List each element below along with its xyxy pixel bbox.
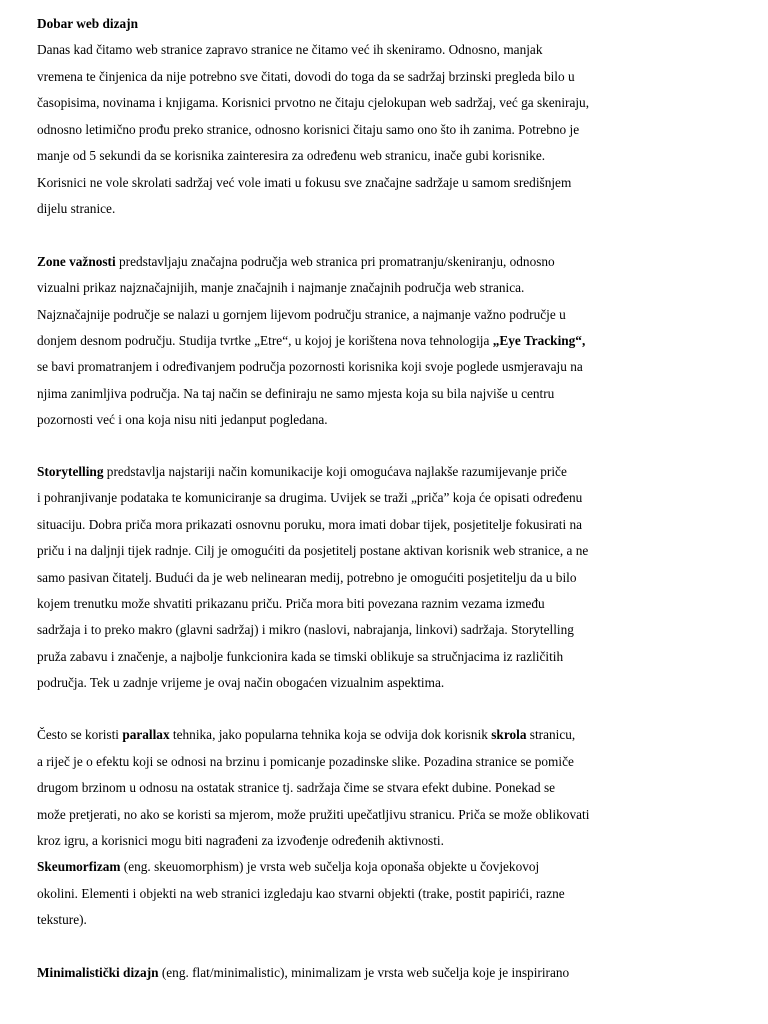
term-parallax: parallax bbox=[122, 727, 170, 742]
text-line: dijelu stranice. bbox=[37, 201, 116, 216]
text-line: Skeumorfizam (eng. skeuomorphism) je vrsta web sučelja koja oponaša objekte u čovjekovoj bbox=[37, 859, 540, 874]
text-line: Minimalistički dizajn (eng. flat/minimalistic), minimalizam je vrsta web sučelja koje je inspirirano bbox=[37, 965, 570, 980]
text-line: drugom brzinom u odnosu na ostatak stranice tj. sadržaja čime se stvara efekt dubine. Ponekad se bbox=[37, 780, 556, 795]
text-line: Često se koristi parallax tehnika, jako popularna tehnika koja se odvija dok korisnik skrola stranicu, bbox=[37, 727, 576, 742]
text-line: Zone važnosti predstavljaju značajna područja web stranica pri promatranju/skeniranju, odnosno bbox=[37, 254, 555, 269]
text-line: okolini. Elementi i objekti na web stranici izgledaju kao stvarni objekti (trake, postit papirići, razne bbox=[37, 886, 565, 901]
text-line: vremena te činjenica da nije potrebno sve čitati, dovodi do toga da se sadržaj brzinski pregleda bilo u bbox=[37, 69, 575, 84]
text-line: Korisnici ne vole skrolati sadržaj već vole imati u fokusu sve značajne sadržaje u samom središnjem bbox=[37, 175, 572, 190]
text-line: donjem desnom području. Studija tvrtke „Etre“, u kojoj je korištena nova tehnologija „Eye Tracking“, bbox=[37, 333, 586, 348]
text-line: se bavi promatranjem i određivanjem područja pozornosti korisnika koji svoje poglede usmjeravaju na bbox=[37, 359, 583, 374]
text-line: odnosno letimično prođu preko stranice, odnosno korisnici čitaju samo ono što ih zanima. Potrebno je bbox=[37, 122, 580, 137]
text-line: sadržaja i to preko makro (glavni sadržaj) i mikro (naslovi, nabrajanja, linkovi) sadržaja. Storytelling bbox=[37, 622, 574, 637]
term-skeumorfizam: Skeumorfizam bbox=[37, 859, 121, 874]
term-minimalisticki-dizajn: Minimalistički dizajn bbox=[37, 965, 159, 980]
text-line: kroz igru, a korisnici mogu biti nagrađeni za izvođenje određenih aktivnosti. bbox=[37, 833, 444, 848]
text-line: vizualni prikaz najznačajnijih, manje značajnih i najmanje značajnih područja web stranica. bbox=[37, 280, 525, 295]
text-line: priču i na daljnji tijek radnje. Cilj je omogućiti da posjetitelj postane aktivan korisnik web stranice, a ne bbox=[37, 543, 589, 558]
term-skrola: skrola bbox=[491, 727, 527, 742]
text-line: Danas kad čitamo web stranice zapravo stranice ne čitamo već ih skeniramo. Odnosno, manjak bbox=[37, 42, 543, 57]
text-line: može pretjerati, no ako se koristi sa mjerom, može pružiti upečatljivu stranicu. Priča se može oblikovati bbox=[37, 807, 590, 822]
text-line: Storytelling predstavlja najstariji način komunikacije koji omogućava najlakše razumijevanje priče bbox=[37, 464, 567, 479]
text-line: situaciju. Dobra priča mora prikazati osnovnu poruku, mora imati dobar tijek, posjetitelje fokusirati na bbox=[37, 517, 583, 532]
text-line: područja. Tek u zadnje vrijeme je ovaj način obogaćen vizualnim aspektima. bbox=[37, 675, 445, 690]
term-storytelling: Storytelling bbox=[37, 464, 104, 479]
text-line: pruža zabavu i značenje, a najbolje funkcionira kada se timski oblikuje sa stručnjacima iz različitih bbox=[37, 649, 564, 664]
text-line: i pohranjivanje podataka te komuniciranje sa drugima. Uvijek se traži „priča” koja će opisati određenu bbox=[37, 490, 583, 505]
text-line: pozornosti već i ona koja nisu niti jedanput pogledana. bbox=[37, 412, 328, 427]
text-line: Najznačajnije područje se nalazi u gornjem lijevom području stranice, a najmanje važno područje u bbox=[37, 307, 566, 322]
text-line: manje od 5 sekundi da se korisnika zainteresira za određenu web stranicu, inače gubi korisnike. bbox=[37, 148, 546, 163]
text-line: njima zanimljiva područja. Na taj način se definiraju ne samo mjesta koja su bila najviše u centru bbox=[37, 386, 555, 401]
text-line: samo pasivan čitatelj. Budući da je web nelinearan medij, potrebno je omogućiti posjetitelju da u bilo bbox=[37, 570, 577, 585]
text-line: časopisima, novinama i knjigama. Korisnici prvotno ne čitaju cjelokupan web sadržaj, već ga skeniraju, bbox=[37, 95, 590, 110]
text-line: kojem trenutku može shvatiti prikazanu priču. Priča mora biti povezana raznim vezama između bbox=[37, 596, 545, 611]
document-title: Dobar web dizajn bbox=[37, 16, 138, 31]
text-line: teksture). bbox=[37, 912, 87, 927]
text-line: a riječ je o efektu koji se odnosi na brzinu i pomicanje pozadinske slike. Pozadina stranice se pomiče bbox=[37, 754, 574, 769]
term-zone-vaznosti: Zone važnosti bbox=[37, 254, 116, 269]
term-eye-tracking: „Eye Tracking“, bbox=[492, 333, 586, 348]
